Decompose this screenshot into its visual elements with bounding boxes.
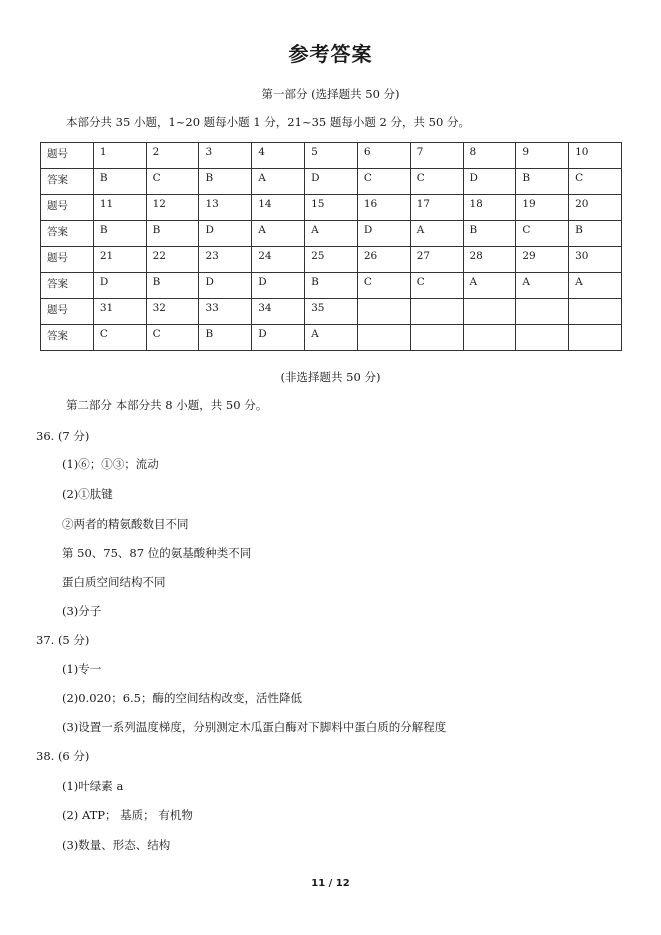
table-cell: A — [305, 221, 358, 247]
table-cell — [357, 299, 410, 325]
table-cell — [516, 325, 569, 351]
table-cell: 23 — [199, 247, 252, 273]
table-row — [41, 299, 622, 325]
table-cell: A — [410, 221, 463, 247]
table-cell: B — [199, 325, 252, 351]
table-cell: 19 — [516, 195, 569, 221]
table-row — [41, 195, 622, 221]
table-cell: 6 — [357, 143, 410, 169]
answer-line: (1)叶绿素 a — [62, 779, 124, 793]
table-cell — [410, 299, 463, 325]
table-cell: C — [146, 169, 199, 195]
table-cell — [516, 299, 569, 325]
answer-table — [40, 142, 622, 351]
table-row — [41, 143, 622, 169]
table-cell: 10 — [569, 143, 622, 169]
table-cell: 18 — [463, 195, 516, 221]
part2-subtitle: (非选择题共 50 分) — [280, 370, 381, 384]
table-cell: B — [305, 273, 358, 299]
answer-line: (3)分子 — [62, 604, 102, 618]
table-cell: 30 — [569, 247, 622, 273]
part1-subtitle: 第一部分 (选择题共 50 分) — [261, 87, 400, 101]
table-row — [41, 247, 622, 273]
table-cell: D — [252, 325, 305, 351]
table-cell: D — [93, 273, 146, 299]
answer-line: (3)设置一系列温度梯度，分别测定木瓜蛋白酶对下脚料中蛋白质的分解程度 — [62, 720, 447, 734]
answer-line: 第 50、75、87 位的氨基酸种类不同 — [62, 546, 252, 560]
table-cell: 1 — [93, 143, 146, 169]
answer-line: (1)专一 — [62, 662, 102, 676]
row-label-cell: 题号 — [41, 195, 94, 221]
table-cell: C — [357, 169, 410, 195]
table-cell: B — [146, 221, 199, 247]
table-cell: 34 — [252, 299, 305, 325]
table-cell — [569, 325, 622, 351]
table-cell — [463, 325, 516, 351]
table-cell: C — [93, 325, 146, 351]
table-cell: 5 — [305, 143, 358, 169]
table-cell: C — [410, 273, 463, 299]
table-cell: B — [93, 221, 146, 247]
table-cell — [410, 325, 463, 351]
table-cell: D — [463, 169, 516, 195]
table-cell: D — [252, 273, 305, 299]
part2-intro: 第二部分 本部分共 8 小题，共 50 分。 — [66, 398, 268, 412]
table-cell: C — [410, 169, 463, 195]
row-label-cell: 题号 — [41, 143, 94, 169]
table-cell: 13 — [199, 195, 252, 221]
answer-line: (1)⑥；①③；流动 — [62, 457, 159, 471]
table-cell: C — [516, 221, 569, 247]
table-cell: 7 — [410, 143, 463, 169]
question-heading: 38. (6 分) — [36, 749, 90, 763]
table-cell: B — [569, 221, 622, 247]
question-heading: 37. (5 分) — [36, 633, 90, 647]
table-cell: A — [252, 221, 305, 247]
table-cell: 2 — [146, 143, 199, 169]
table-cell — [463, 299, 516, 325]
table-cell: A — [305, 325, 358, 351]
row-label-cell: 答案 — [41, 325, 94, 351]
table-row — [41, 169, 622, 195]
table-cell: B — [146, 273, 199, 299]
table-cell: A — [569, 273, 622, 299]
page-title: 参考答案 — [288, 42, 373, 66]
table-cell: A — [516, 273, 569, 299]
table-cell: 3 — [199, 143, 252, 169]
table-cell: 21 — [93, 247, 146, 273]
question-heading: 36. (7 分) — [36, 429, 90, 443]
table-cell: 17 — [410, 195, 463, 221]
answer-line: 蛋白质空间结构不同 — [62, 575, 166, 589]
table-cell: 29 — [516, 247, 569, 273]
table-cell: B — [93, 169, 146, 195]
table-cell — [357, 325, 410, 351]
table-cell: D — [305, 169, 358, 195]
table-cell: 11 — [93, 195, 146, 221]
table-cell: B — [516, 169, 569, 195]
table-cell: 14 — [252, 195, 305, 221]
table-cell: 15 — [305, 195, 358, 221]
table-cell: 9 — [516, 143, 569, 169]
answer-line: (2) ATP； 基质； 有机物 — [62, 808, 193, 822]
table-cell: 24 — [252, 247, 305, 273]
table-cell: C — [146, 325, 199, 351]
table-cell: 31 — [93, 299, 146, 325]
row-label-cell: 答案 — [41, 169, 94, 195]
page-number: 11 / 12 — [311, 878, 350, 889]
table-cell — [569, 299, 622, 325]
table-cell: 22 — [146, 247, 199, 273]
answer-line: (2)①肽键 — [62, 487, 113, 501]
row-label-cell: 答案 — [41, 221, 94, 247]
table-cell: D — [199, 273, 252, 299]
table-row — [41, 325, 622, 351]
table-cell: D — [199, 221, 252, 247]
table-cell: A — [252, 169, 305, 195]
table-cell: B — [463, 221, 516, 247]
part1-intro: 本部分共 35 小题，1~20 题每小题 1 分，21~35 题每小题 2 分，共 50 分。 — [66, 115, 470, 129]
answer-line: (2)0.020；6.5；酶的空间结构改变，活性降低 — [62, 691, 302, 705]
table-cell: A — [463, 273, 516, 299]
table-cell: 27 — [410, 247, 463, 273]
table-cell: D — [357, 221, 410, 247]
table-cell: 8 — [463, 143, 516, 169]
table-cell: 26 — [357, 247, 410, 273]
row-label-cell: 答案 — [41, 273, 94, 299]
table-cell: 32 — [146, 299, 199, 325]
table-cell: 25 — [305, 247, 358, 273]
table-cell: B — [199, 169, 252, 195]
table-cell: 16 — [357, 195, 410, 221]
table-cell: 33 — [199, 299, 252, 325]
table-cell: 20 — [569, 195, 622, 221]
table-cell: 12 — [146, 195, 199, 221]
answer-line: ②两者的精氨酸数目不同 — [62, 517, 189, 531]
row-label-cell: 题号 — [41, 299, 94, 325]
table-row — [41, 273, 622, 299]
answer-line: (3)数量、形态、结构 — [62, 838, 171, 852]
table-cell: 28 — [463, 247, 516, 273]
table-row — [41, 221, 622, 247]
row-label-cell: 题号 — [41, 247, 94, 273]
table-cell: 4 — [252, 143, 305, 169]
table-cell: 35 — [305, 299, 358, 325]
table-cell: C — [569, 169, 622, 195]
table-cell: C — [357, 273, 410, 299]
